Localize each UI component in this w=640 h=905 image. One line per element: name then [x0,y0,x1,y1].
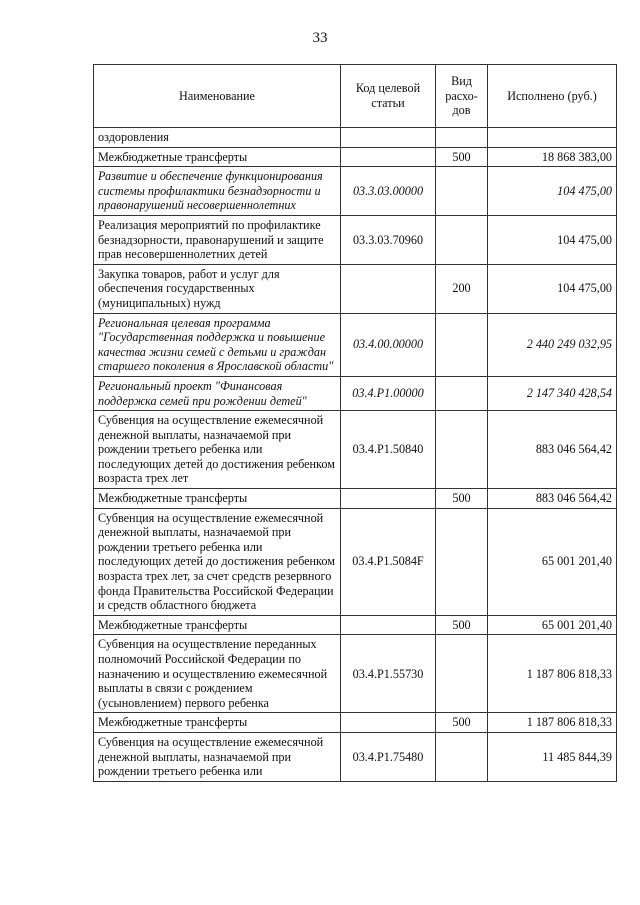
cell-code: 03.4.P1.75480 [341,732,436,781]
cell-code: 03.4.P1.5084F [341,508,436,615]
cell-code [341,128,436,148]
cell-code: 03.4.P1.55730 [341,635,436,713]
cell-name: Субвенция на осуществление ежемесячной денежной выплаты, назначаемой при рождении третьего ребенка или последующих детей до достижения ребенком возраста трех лет, за счет средств резервного фонда Правительства Российской Федерации и средств областного бюджета [94,508,341,615]
table-row [94,376,617,410]
cell-code [341,713,436,733]
cell-amount: 2 147 340 428,54 [488,376,617,410]
cell-amount: 65 001 201,40 [488,615,617,635]
table-row [94,128,617,148]
budget-table [93,64,617,782]
cell-code: 03.4.P1.00000 [341,376,436,410]
cell-code: 03.3.03.70960 [341,215,436,264]
header-code: Код целевой статьи [341,65,436,128]
cell-name: Субвенция на осуществление ежемесячной денежной выплаты, назначаемой при рождении третьего ребенка или [94,732,341,781]
table-row [94,411,617,489]
cell-name: Межбюджетные трансферты [94,147,341,167]
cell-type [436,411,488,489]
cell-name: Региональная целевая программа "Государственная поддержка и повышение качества жизни семей с детьми и граждан старшего поколения в Ярославской области" [94,313,341,376]
cell-type: 500 [436,615,488,635]
cell-amount: 2 440 249 032,95 [488,313,617,376]
cell-amount: 18 868 383,00 [488,147,617,167]
cell-amount: 1 187 806 818,33 [488,635,617,713]
cell-type: 500 [436,489,488,509]
table-row [94,732,617,781]
cell-name: Реализация мероприятий по профилактике безнадзорности, правонарушений и защите прав несовершеннолетних детей [94,215,341,264]
cell-name: Межбюджетные трансферты [94,489,341,509]
cell-name: Развитие и обеспечение функционирования системы профилактики безнадзорности и правонарушений несовершеннолетних [94,167,341,216]
table-row [94,489,617,509]
cell-code [341,147,436,167]
table-row [94,635,617,713]
table-row [94,215,617,264]
table-row [94,167,617,216]
cell-code [341,615,436,635]
cell-amount: 11 485 844,39 [488,732,617,781]
cell-amount: 883 046 564,42 [488,411,617,489]
cell-type [436,635,488,713]
cell-name: Субвенция на осуществление переданных полномочий Российской Федерации по назначению и осуществлению ежемесячной выплаты в связи с рождением (усыновлением) первого ребенка [94,635,341,713]
cell-name: оздоровления [94,128,341,148]
cell-code: 03.4.P1.50840 [341,411,436,489]
header-amount: Исполнено (руб.) [488,65,617,128]
table-row [94,147,617,167]
cell-type [436,167,488,216]
table-row [94,713,617,733]
header-name: Наименование [94,65,341,128]
cell-amount: 104 475,00 [488,215,617,264]
cell-type [436,376,488,410]
cell-code: 03.3.03.00000 [341,167,436,216]
table-header-row [94,65,617,128]
cell-type [436,215,488,264]
cell-name: Закупка товаров, работ и услуг для обеспечения государственных (муниципальных) нужд [94,264,341,313]
cell-name: Региональный проект "Финансовая поддержка семей при рождении детей" [94,376,341,410]
cell-amount [488,128,617,148]
cell-amount: 104 475,00 [488,167,617,216]
table-row [94,508,617,615]
header-type: Вид расхо-дов [436,65,488,128]
cell-name: Межбюджетные трансферты [94,615,341,635]
cell-code [341,489,436,509]
table-row [94,313,617,376]
cell-name: Межбюджетные трансферты [94,713,341,733]
cell-type [436,732,488,781]
table-row [94,264,617,313]
cell-amount: 883 046 564,42 [488,489,617,509]
cell-type [436,508,488,615]
cell-type [436,128,488,148]
table-row [94,615,617,635]
cell-name: Субвенция на осуществление ежемесячной денежной выплаты, назначаемой при рождении третьего ребенка или последующих детей до достижения ребенком возраста трех лет [94,411,341,489]
cell-amount: 1 187 806 818,33 [488,713,617,733]
page-number: 33 [312,30,328,46]
cell-type: 500 [436,147,488,167]
cell-type [436,313,488,376]
cell-type: 500 [436,713,488,733]
cell-code: 03.4.00.00000 [341,313,436,376]
cell-amount: 104 475,00 [488,264,617,313]
cell-amount: 65 001 201,40 [488,508,617,615]
cell-code [341,264,436,313]
cell-type: 200 [436,264,488,313]
